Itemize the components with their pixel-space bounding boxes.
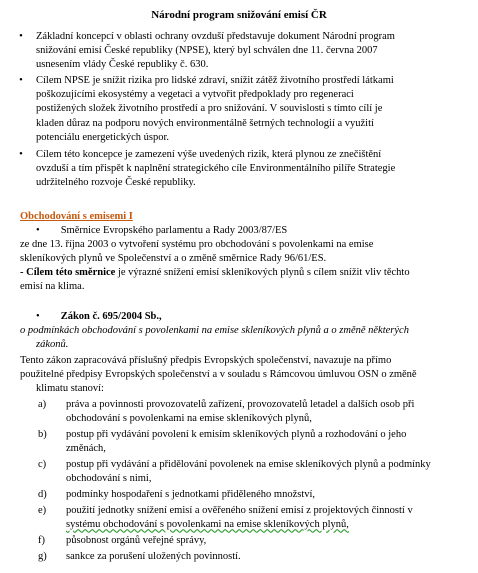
text-line: použití jednotky snížení emisí a ověřeného snížení emisí z projektových činností v (66, 505, 413, 516)
text-line: Cílem této koncepce je zamezení výše uvedených rizik, která plynou ze znečištění (36, 149, 382, 160)
item-label: f) (38, 535, 45, 546)
text-line: systému obchodování s povolenkami na emise skleníkových plynů, (66, 519, 349, 531)
law-bullet (36, 310, 478, 324)
text-line: podmínky hospodaření s jednotkami přiděleného množství, (66, 489, 316, 500)
text-line: klimatu stanoví: (36, 383, 104, 394)
text-line: skleníkových plynů ve Společenství a o změně směrnice Rady 96/61/ES. (20, 253, 327, 264)
text-line: obchodování s nimi, (66, 473, 152, 485)
text-line: postižených složek životního prostředí a pro snižování. V souvislosti s tímto cílí je (36, 103, 383, 115)
text-line: usnesením vlády České republiky č. 630. (36, 59, 209, 71)
text-line: postup při vydávání a přidělování povolenek na emise skleníkových plynů a podmínky (66, 459, 431, 470)
item-label: d) (38, 489, 47, 500)
text-line: Cílem NPSE je snížit rizika pro lidské zdraví, snížit zátěž životního prostředí látkami (36, 75, 394, 86)
directive-name: Směrnice Evropského parlamentu a Rady 2003/87/ES (60, 225, 288, 236)
text-line: ze dne 13. října 2003 o vytvoření systému pro obchodování s povolenkami na emise (20, 239, 374, 250)
text-line: udržitelného rozvoje České republiky. (36, 177, 196, 189)
text-line: potenciálu energetických úspor. (36, 131, 170, 143)
text-line: emisí na klima. (20, 281, 85, 292)
bullet-icon: • (19, 149, 23, 160)
directive-bullet (36, 224, 478, 238)
intro-bullet-1 (19, 30, 456, 73)
text-line: obchodování s povolenkami na emise skleníkových plynů, (66, 413, 312, 425)
document-title: Národní program snižování emisí ČR (151, 9, 327, 21)
bullet-icon: • (36, 311, 61, 322)
text-line: sankce za porušení uložených povinností. (66, 551, 241, 562)
text-line: Tento zákon zapracovává příslušný předpis Evropských společenství, navazuje na přímo (20, 355, 392, 366)
item-label: b) (38, 429, 47, 440)
aim-text: je výrazné snížení emisí skleníkových plynů s cílem snížit vliv těchto (115, 267, 410, 278)
item-label: c) (38, 459, 47, 470)
intro-bullet-2 (19, 74, 456, 145)
text-line: postup při vydávání povolení k emisím skleníkových plynů a rozhodování o jeho (66, 429, 407, 440)
section-title: Obchodování s emisemi I (20, 211, 133, 222)
text-line: změnách, (66, 443, 106, 455)
text-line: působnost orgánů veřejné správy, (66, 535, 207, 546)
aim-line (20, 266, 465, 280)
law-title: Zákon č. 695/2004 Sb., (60, 311, 162, 322)
text-line: Základní koncepcí v oblasti ochrany ovzduší představuje dokument Národní program (36, 31, 395, 42)
law-subtitle: o podmínkách obchodování s povolenkami na emise skleníkových plynů a o změně některých (20, 325, 409, 336)
text-line: použitelné předpisy Evropských společenství a v souladu s Rámcovou úmluvou OSN o změně (20, 369, 417, 380)
item-label: a) (38, 399, 47, 410)
item-label: e) (38, 505, 47, 516)
text-line: kladen důraz na podporu nových environmentálně šetrných technologií a využití (36, 117, 374, 129)
text-line: poškozujícími ekosystémy a vegetaci a vytvořit předpoklady pro regeneraci (36, 89, 354, 101)
text-line: snižování emisí České republiky (NPSE), který byl schválen dne 11. června 2007 (36, 45, 378, 57)
intro-bullet-3 (19, 148, 456, 191)
text-line: práva a povinnosti provozovatelů zařízení, provozovatelů letadel a dalších osob při (66, 399, 415, 410)
bullet-icon: • (36, 225, 61, 236)
text-line: ovzduší a tím přispět k naplnění strategického cíle Environmentálního pilíře Strategie (36, 163, 396, 175)
bullet-icon: • (19, 75, 23, 86)
item-label: g) (38, 551, 47, 562)
bullet-icon: • (19, 31, 23, 42)
aim-label: - Cílem této směrnice (20, 267, 116, 278)
law-subtitle: zákonů. (36, 339, 69, 350)
